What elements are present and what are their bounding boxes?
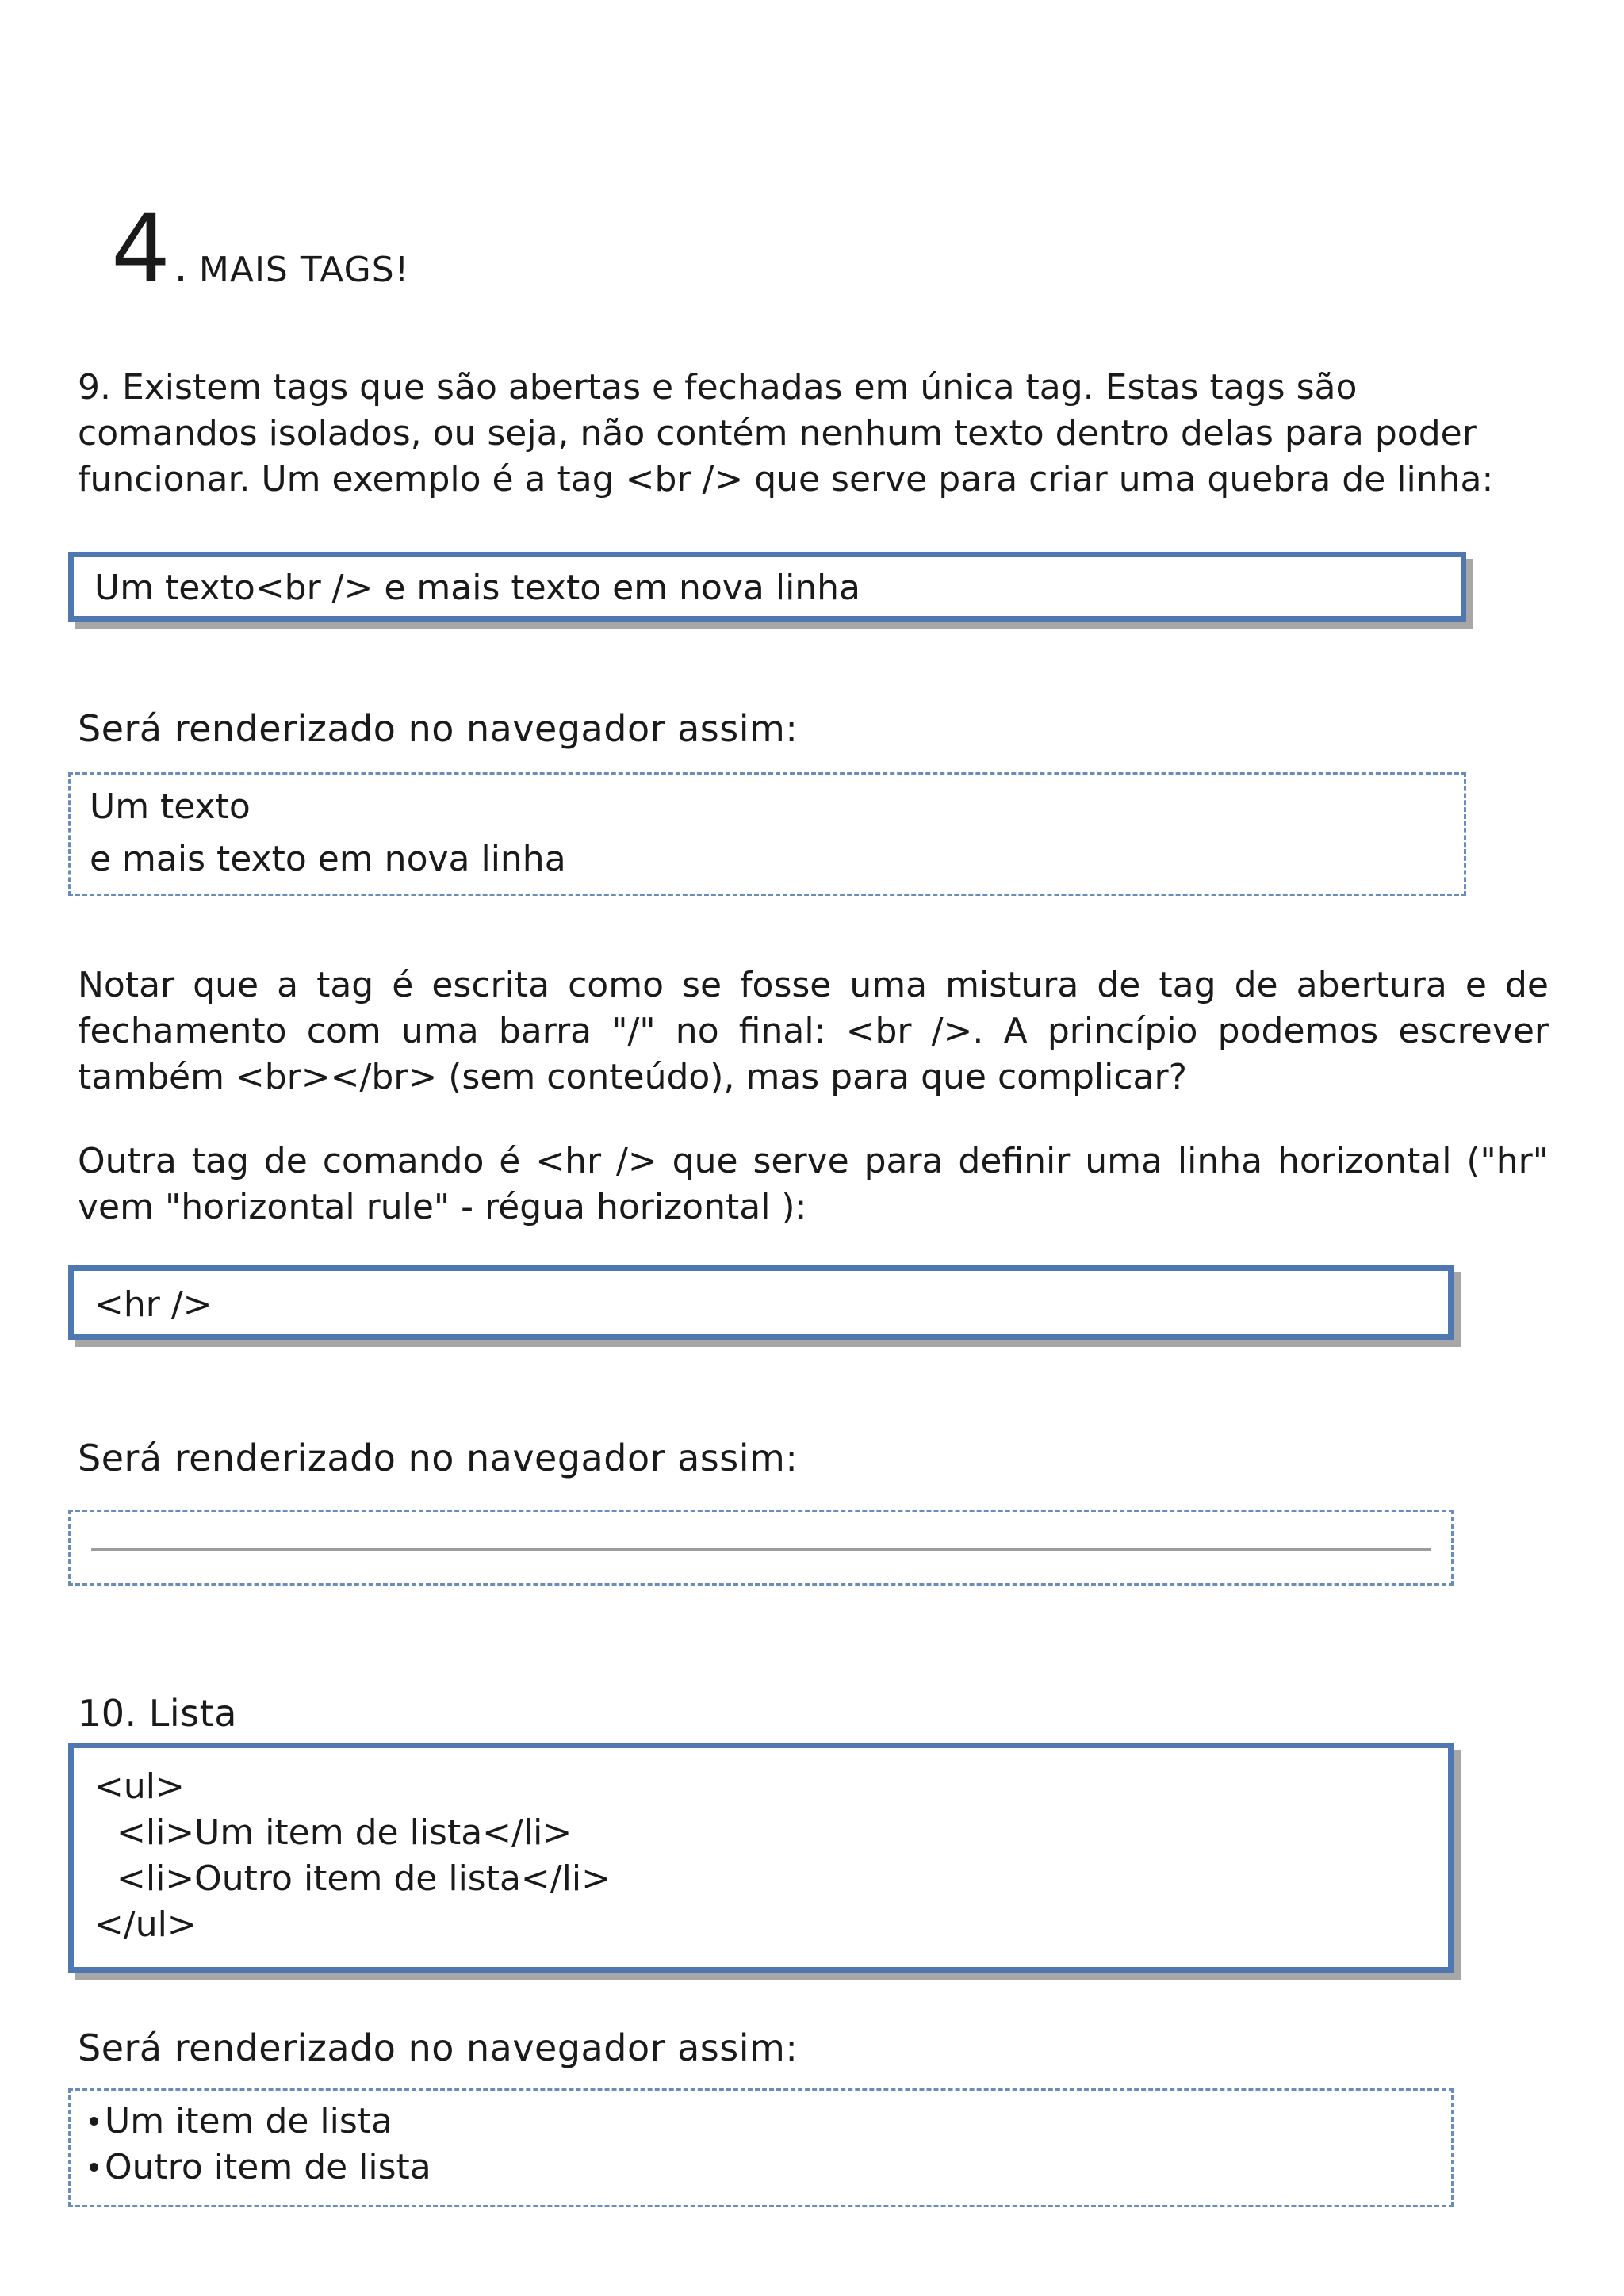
render-caption: Será renderizado no navegador assim:: [78, 2026, 799, 2069]
list-item: [90, 2145, 1451, 2191]
br-output-box: [68, 772, 1466, 896]
render-caption: Será renderizado no navegador assim:: [78, 1437, 799, 1479]
br-output-line: e mais texto em nova linha: [90, 839, 566, 879]
section9-intro-line: funcionar. Um exemplo é a tag <br /> que serve para criar uma quebra de linha:: [78, 459, 1494, 499]
render-caption: Será renderizado no navegador assim:: [78, 707, 799, 750]
list-item-text: Outro item de lista: [105, 2147, 431, 2187]
bullet-icon: [90, 2163, 98, 2172]
section9-intro-line: 9. Existem tags que são abertas e fechadas em única tag. Estas tags são: [78, 367, 1358, 408]
hr-code-text: <hr />: [94, 1284, 213, 1325]
chapter-number: 4: [111, 194, 171, 304]
chapter-title: MAIS TAGS!: [198, 250, 410, 290]
list-code-line: <li>Um item de lista</li>: [94, 1812, 573, 1853]
list-code-box: [68, 1743, 1454, 1973]
br-note-text: Notar que a tag é escrita como se fosse uma mistura de tag de abertura e de fechamento com uma barra "/" no final: <br />. A princípio podemos escrever também <br></br> (sem conteúdo), mas para que complicar?: [78, 965, 1549, 1097]
hr-code-box: [68, 1265, 1454, 1340]
br-output-line: Um texto: [90, 786, 251, 827]
section9-intro-line: comandos isolados, ou seja, não contém nenhum texto dentro delas para poder: [78, 413, 1477, 453]
list-code-line: </ul>: [94, 1904, 197, 1945]
list-code-line: <li>Outro item de lista</li>: [94, 1858, 611, 1899]
list-code-line: <ul>: [94, 1766, 185, 1807]
br-note-paragraph: [78, 962, 1549, 1100]
hr-intro-text: Outra tag de comando é <hr /> que serve para definir uma linha horizontal ("hr" vem "horizontal rule" - régua horizontal ):: [78, 1141, 1549, 1227]
hr-intro-paragraph: [78, 1138, 1549, 1230]
chapter-heading: [111, 194, 410, 304]
br-code-text: Um texto<br /> e mais texto em nova linha: [94, 568, 861, 608]
chapter-number-dot: .: [174, 241, 188, 293]
hr-output-box: [68, 1510, 1454, 1586]
section10-heading: 10. Lista: [78, 1692, 237, 1735]
section9-intro: [78, 365, 1549, 503]
bullet-icon: [90, 2117, 98, 2126]
list-item-text: Um item de lista: [105, 2101, 393, 2141]
br-code-box: [68, 552, 1466, 622]
list-output-box: [68, 2088, 1454, 2207]
list-item: [90, 2099, 1451, 2145]
horizontal-rule: [91, 1548, 1431, 1551]
